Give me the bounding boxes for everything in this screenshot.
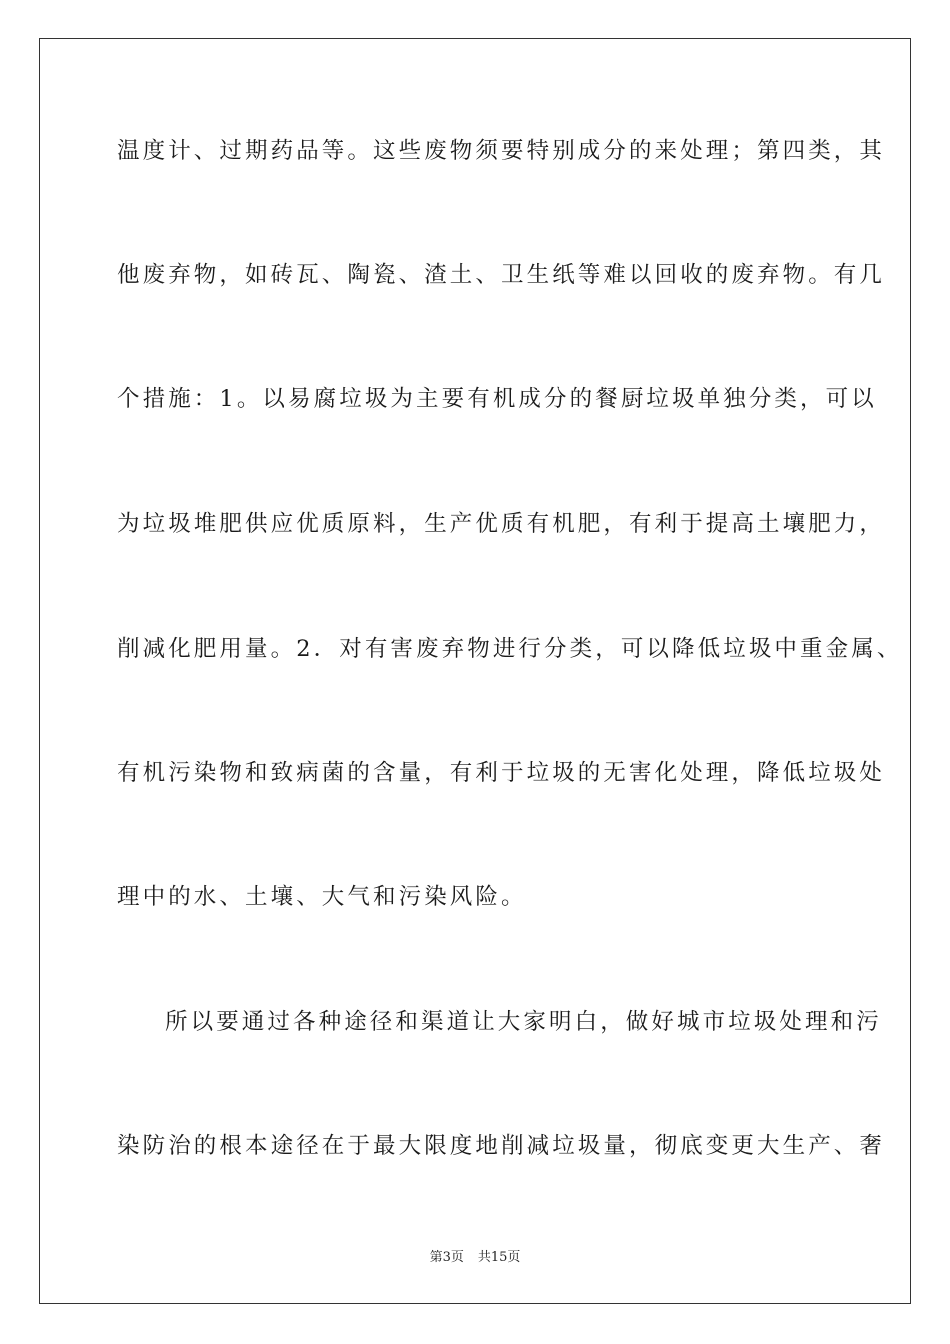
text-line: 有机污染物和致病菌的含量，有利于垃圾的无害化处理，降低垃圾处 [117, 760, 886, 786]
text-line: 为垃圾堆肥供应优质原料，生产优质有机肥，有利于提高土壤肥力， [117, 511, 886, 537]
page-total: 共15页 [477, 1250, 521, 1265]
page-number: 第3页 [429, 1250, 464, 1265]
page-footer [0, 1250, 950, 1266]
paragraph-first-line: 所以要通过各种途径和渠道让大家明白，做好城市垃圾处理和污 [165, 1009, 882, 1035]
text-line: 染防治的根本途径在于最大限度地削减垃圾量，彻底变更大生产、奢 [117, 1133, 886, 1159]
text-line: 削减化肥用量。2．对有害废弃物进行分类，可以降低垃圾中重金属、 [117, 636, 903, 662]
page-border [39, 38, 911, 1304]
text-line: 他废弃物，如砖瓦、陶瓷、渣土、卫生纸等难以回收的废弃物。有几 [117, 262, 886, 288]
text-line: 温度计、过期药品等。这些废物须要特别成分的来处理；第四类，其 [117, 138, 886, 164]
text-line: 理中的水、土壤、大气和污染风险。 [117, 884, 527, 910]
text-line: 个措施：1。以易腐垃圾为主要有机成分的餐厨垃圾单独分类，可以 [117, 386, 877, 412]
